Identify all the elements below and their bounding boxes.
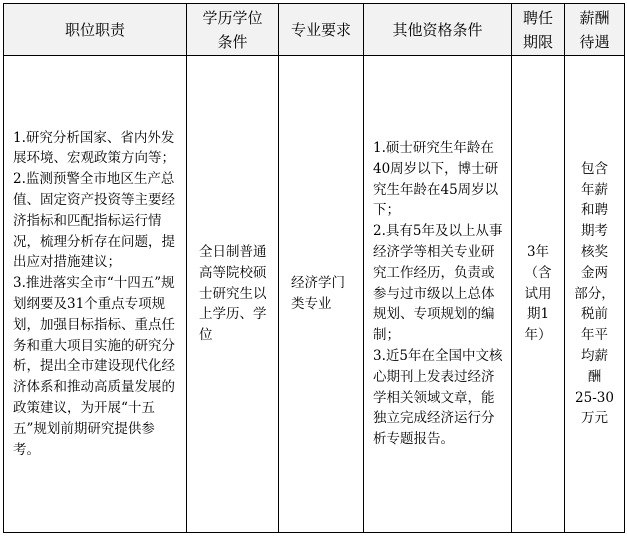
pay-line: 部分， xyxy=(574,285,615,302)
header-term-line1: 聘任 xyxy=(522,8,553,27)
pay-line: 均薪 xyxy=(581,347,608,364)
pay-line: 税前 xyxy=(581,306,608,323)
header-pay xyxy=(565,4,625,56)
pay-line: 年平 xyxy=(581,327,608,344)
pay-line: 25-30 xyxy=(575,389,614,406)
duty-item: 2.监测预警全市地区生产总值、固定资产投资等主要经济指标和匹配指标运行情况，梳理分析存在问题，提出应对措施建议； xyxy=(13,171,175,271)
pay-line: 年薪 xyxy=(581,181,608,198)
header-duty: 职位职责 xyxy=(4,4,187,56)
job-requirements-table xyxy=(3,3,625,533)
pay-line: 核奖 xyxy=(581,244,608,260)
condition-item: 1.硕士研究生年龄在40周岁以下，博士研究生年龄在45周岁以下； xyxy=(373,140,499,219)
pay-line: 和聘 xyxy=(581,202,608,219)
table-row xyxy=(4,56,625,533)
header-term-line2: 期限 xyxy=(522,32,553,51)
condition-item: 3.近5年在全国中文核心期刊上发表过经济学相关领域文章，能独立完成经济运行分析专题报告。 xyxy=(373,347,503,448)
header-education xyxy=(187,4,279,56)
header-major: 专业要求 xyxy=(279,4,364,56)
pay-text xyxy=(574,159,615,429)
pay-line: 期考 xyxy=(581,223,608,240)
term-line: （含 xyxy=(524,264,552,281)
header-pay-line2: 待遇 xyxy=(579,32,610,51)
other-conditions-cell xyxy=(364,56,512,533)
term-text xyxy=(525,242,552,346)
duty-item: 3.推进落实全市“十四五”规划纲要及31个重点专项规划，加强目标指标、重点任务和重大项目实施的研究分析，提出全市建设现代化经济体系和推动高质量发展的政策建议，为开展“十五五”规划前期研究提供参考。 xyxy=(13,275,175,458)
pay-line: 包含 xyxy=(581,160,608,177)
term-line: 年） xyxy=(524,327,552,344)
pay-line: 万元 xyxy=(581,410,608,427)
header-term xyxy=(512,4,565,56)
condition-item: 2.具有5年及以上从事经济学等相关专业研究工作经历，负责或参与过市级以上总体规划、专项规划的编制； xyxy=(373,223,503,344)
pay-line: 酬 xyxy=(587,368,602,385)
term-cell xyxy=(512,56,565,533)
education-cell: 全日制普通高等院校硕士研究生以上学历、学位 xyxy=(187,56,279,533)
pay-cell xyxy=(565,56,625,533)
major-cell: 经济学门类专业 xyxy=(279,56,364,533)
term-line: 3年 xyxy=(526,244,550,260)
header-other: 其他资格条件 xyxy=(364,4,512,56)
header-pay-line1: 薪酬 xyxy=(579,8,610,27)
pay-line: 金两 xyxy=(581,264,608,281)
header-education-line1: 学历学位 xyxy=(202,8,263,27)
header-education-line2: 条件 xyxy=(217,32,248,51)
header-row xyxy=(4,4,625,56)
term-line: 试用 xyxy=(524,285,552,302)
duty-cell xyxy=(4,56,187,533)
term-line: 期1 xyxy=(526,306,550,323)
duty-item: 1.研究分析国家、省内外发展环境、宏观政策方向等； xyxy=(13,129,175,167)
